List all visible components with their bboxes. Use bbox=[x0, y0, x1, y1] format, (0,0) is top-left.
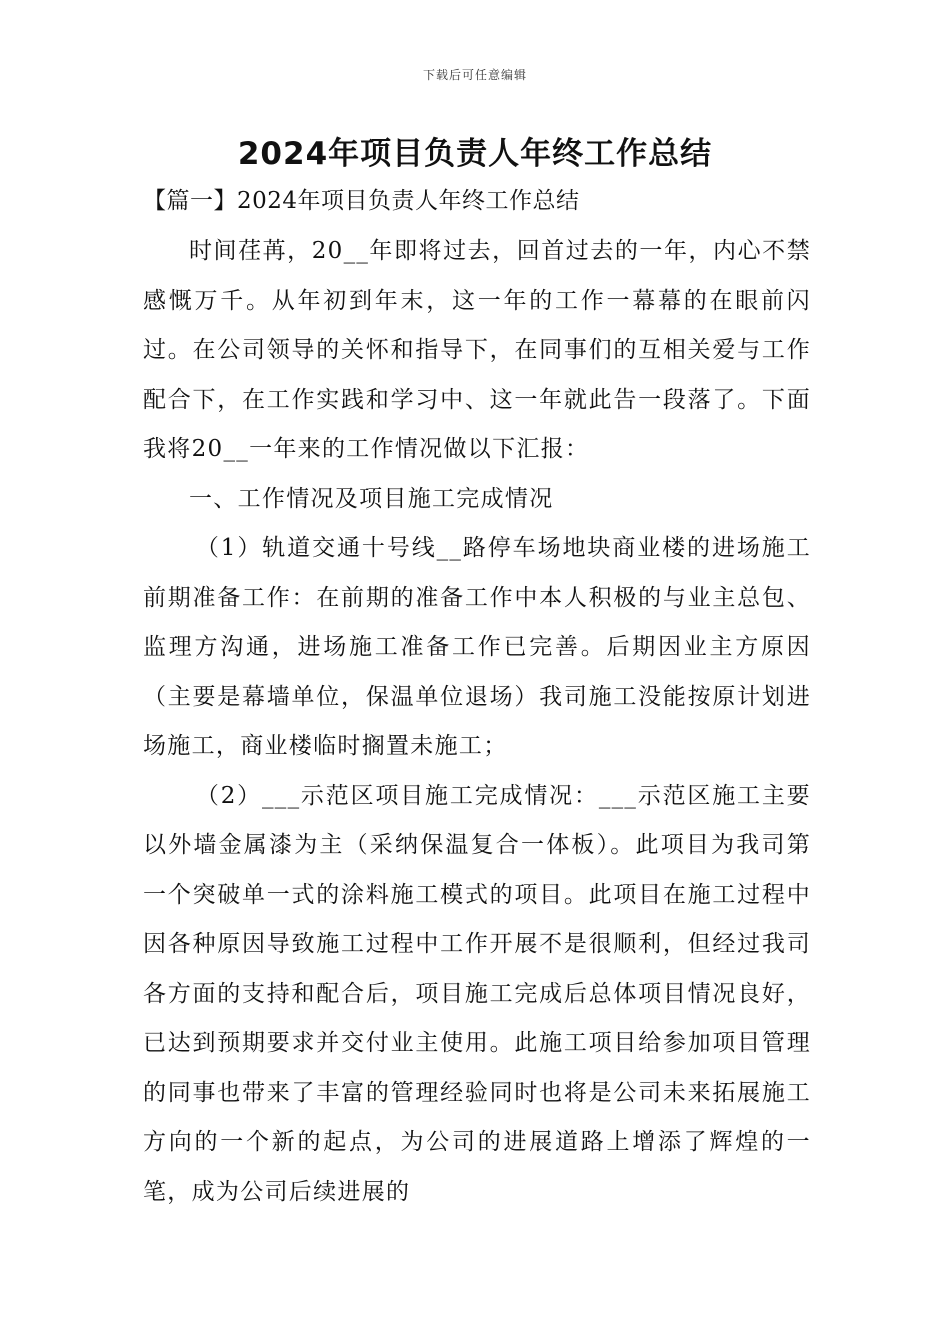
document-body bbox=[143, 227, 811, 1217]
paragraph-item-1: （1）轨道交通十号线__路停车场地块商业楼的进场施工前期准备工作：在前期的准备工作中本人积极的与业主总包、监理方沟通，进场施工准备工作已完善。后期因业主方原因（主要是幕墙单位，保温单位退场）我司施工没能按原计划进场施工，商业楼临时搁置未施工； bbox=[143, 535, 811, 759]
section-heading: 【篇一】2024年项目负责人年终工作总结 bbox=[143, 188, 580, 214]
header-note: 下载后可任意编辑 bbox=[422, 68, 527, 82]
paragraph-item-2: （2）___示范区项目施工完成情况：___示范区施工主要以外墙金属漆为主（采纳保温复合一体板）。此项目为我司第一个突破单一式的涂料施工模式的项目。此项目在施工过程中因各种原因导致施工过程中工作开展不是很顺利，但经过我司各方面的支持和配合后，项目施工完成后总体项目情况良好，已达到预期要求并交付业主使用。此施工项目给参加项目管理的同事也带来了丰富的管理经验同时也将是公司未来拓展施工方向的一个新的起点，为公司的进展道路上增添了辉煌的一笔，成为公司后续进展的 bbox=[143, 782, 811, 1205]
paragraph-intro: 时间荏苒，20__年即将过去，回首过去的一年，内心不禁感慨万千。从年初到年末，这一年的工作一幕幕的在眼前闪过。在公司领导的关怀和指导下，在同事们的互相关爱与工作配合下，在工作实践和学习中、这一年就此告一段落了。下面我将20__一年来的工作情况做以下汇报： bbox=[143, 238, 811, 462]
document-title: 2024年项目负责人年终工作总结 bbox=[237, 136, 713, 172]
paragraph-section-one-heading: 一、工作情况及项目施工完成情况 bbox=[189, 485, 554, 512]
